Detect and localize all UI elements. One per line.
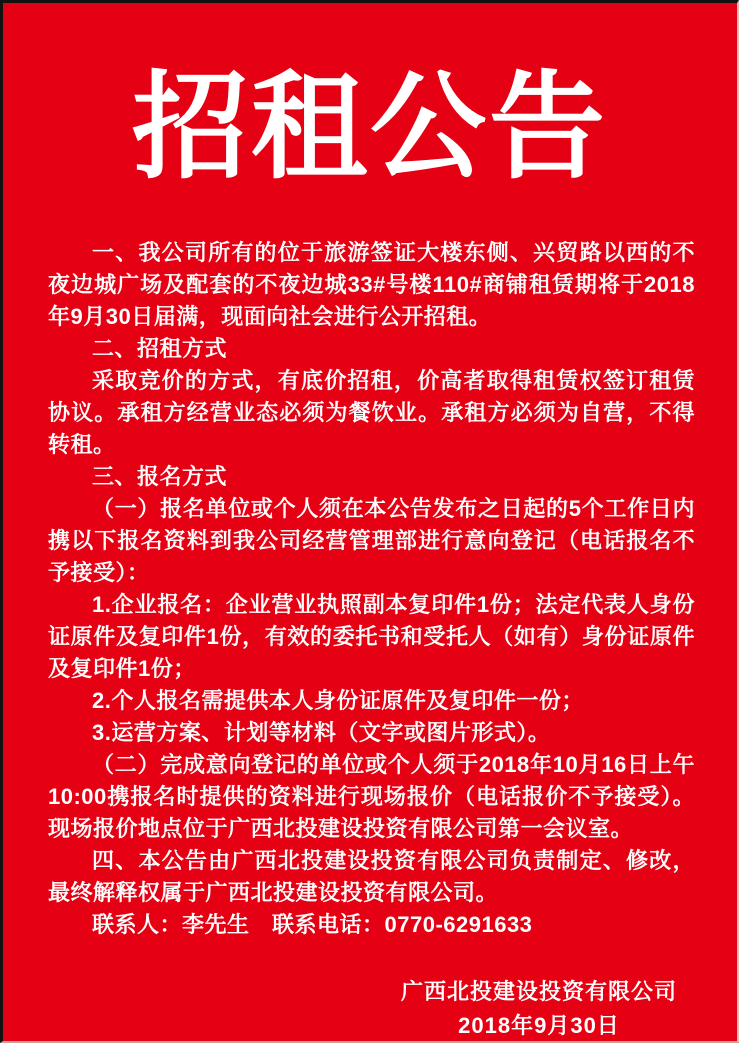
notice-body	[48, 237, 695, 941]
heading-section2-rental-method: 二、招租方式	[92, 335, 228, 361]
heading-section3-registration-method: 三、报名方式	[92, 463, 228, 489]
paragraph-section4-interpretation-rights: 四、本公告由广西北投建设投资有限公司负责制定、修改，最终解释权属于广西北投建设投资有限公司。	[48, 847, 695, 905]
paragraph-enterprise-registration-materials: 1.企业报名：企业营业执照副本复印件1份；法定代表人身份证原件及复印件1份，有效的委托书和受托人（如有）身份证原件及复印件1份；	[48, 591, 695, 681]
paragraph-contact-info: 联系人：李先生 联系电话：0770-6291633	[92, 911, 533, 937]
signature-block	[401, 975, 677, 1043]
paragraph-operation-plan-materials: 3.运营方案、计划等材料（文字或图片形式）。	[92, 719, 551, 745]
paragraph-registration-deadline: （一）报名单位或个人须在本公告发布之日起的5个工作日内携以下报名资料到我公司经营管理部进行意向登记（电话报名不予接受）：	[48, 495, 695, 585]
signature-date: 2018年9月30日	[458, 1012, 620, 1038]
poster-title: 招租公告	[132, 65, 608, 193]
paragraph-onsite-bidding-arrangement: （二）完成意向登记的单位或个人须于2018年10月16日上午10:00携报名时提供的资料进行现场报价（电话报价不予接受）。现场报价地点位于广西北投建设投资有限公司第一会议室。	[48, 751, 695, 841]
signature-company-name: 广西北投建设投资有限公司	[400, 978, 677, 1004]
paragraph-section2-bidding-rules: 采取竞价的方式，有底价招租，价高者取得租赁权签订租赁协议。承租方经营业态必须为餐饮业。承租方必须为自营，不得转租。	[48, 367, 695, 457]
paragraph-individual-registration-materials: 2.个人报名需提供本人身份证原件及复印件一份；	[92, 687, 584, 713]
paragraph-section1-property-intro: 一、我公司所有的位于旅游签证大楼东侧、兴贸路以西的不夜边城广场及配套的不夜边城33#号楼110#商铺租赁期将于2018年9月30日届满，现面向社会进行公开招租。	[48, 239, 695, 329]
